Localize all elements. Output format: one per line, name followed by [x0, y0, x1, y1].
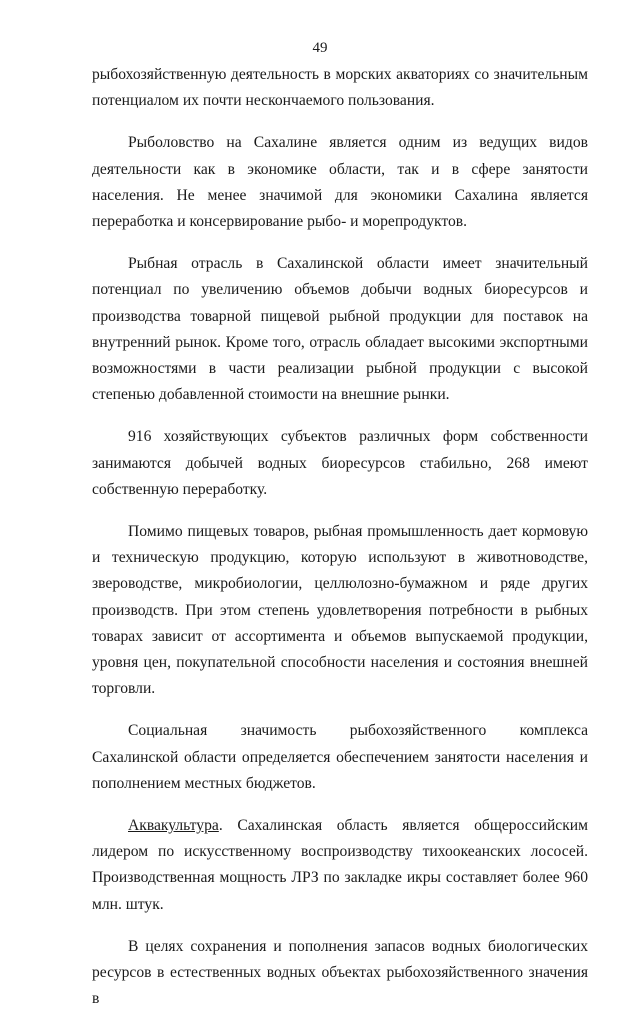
paragraph-conservation: В целях сохранения и пополнения запасов водных биологических ресурсов в естественных водных объектах рыбохозяйственного значения в — [92, 937, 588, 1008]
paragraph-aquaculture — [92, 813, 588, 918]
aquaculture-term: Аквакультура — [128, 817, 219, 835]
paragraph-fish-industry: Рыбная отрасль в Сахалинской области имеет значительный потенциал по увеличению объемов добычи водных биоресурсов и производства товарной пищевой рыбной продукции для поставок на внутренний рынок. Кроме того, отрасль обладает высокими экспортными возможностями в части реализации рыбной продукции с высокой степенью добавленной стоимости на внешние рынки. — [92, 255, 588, 404]
page-number: 49 — [312, 40, 328, 56]
paragraph-fishing: Рыболовство на Сахалине является одним из ведущих видов деятельности как в экономике области, так и в сфере занятости населения. Не менее значимой для экономики Сахалина является переработка и консервирование рыбо- и морепродуктов. — [92, 134, 588, 231]
paragraph-continuation: рыбохозяйственную деятельность в морских акваториях со значительным потенциалом их почти нескончаемого пользования. — [92, 66, 588, 110]
aquaculture-text: . Сахалинская область является общероссийским лидером по искусственному воспроизводству тихоокеанских лососей. Производственная мощность ЛРЗ по закладке икры составляет более 960 млн. штук. — [92, 817, 588, 913]
paragraph-products: Помимо пищевых товаров, рыбная промышленность дает кормовую и техническую продукцию, которую используют в животноводстве, звероводстве, микробиологии, целлюлозно-бумажном и ряде других производств. При этом степень удовлетворения потребности в рыбных товарах зависит от ассортимента и объемов выпускаемой продукции, уровня цен, покупательной способности населения и состояния внешней торговли. — [92, 523, 588, 698]
paragraph-entities: 916 хозяйствующих субъектов различных форм собственности занимаются добычей водных биоресурсов стабильно, 268 имеют собственную переработку. — [92, 428, 588, 498]
paragraph-social: Социальная значимость рыбохозяйственного комплекса Сахалинской области определяется обеспечением занятости населения и пополнением местных бюджетов. — [92, 722, 588, 792]
document-body — [92, 62, 588, 1013]
